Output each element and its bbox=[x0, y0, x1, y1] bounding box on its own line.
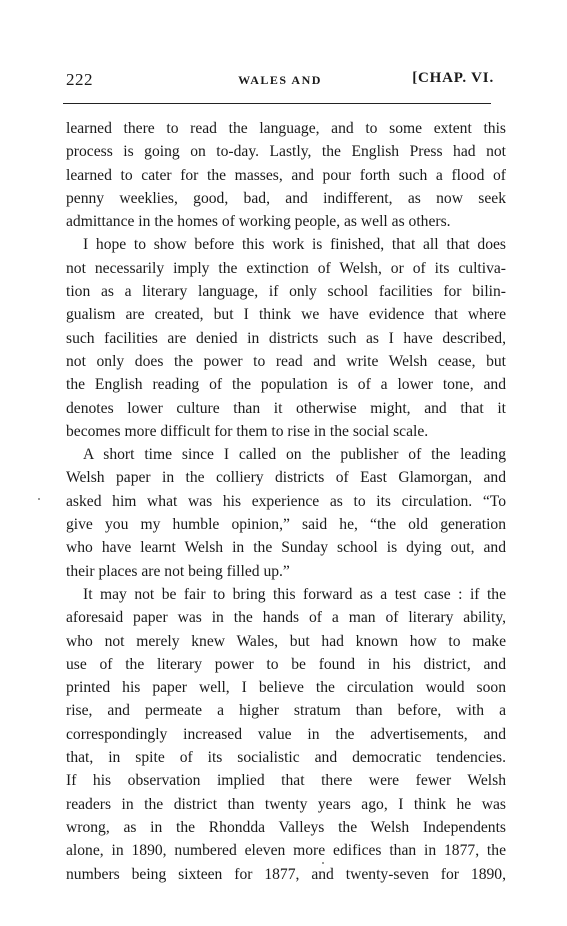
text-line: printed his paper well, I believe the circulation would soon bbox=[66, 679, 506, 697]
running-title: WALES AND bbox=[238, 73, 322, 87]
text-line: denotes lower culture than it otherwise might, and that it bbox=[66, 399, 506, 417]
text-line: gualism are created, but I think we have evidence that where bbox=[66, 306, 506, 324]
text-line: If his observation implied that there were fewer Welsh bbox=[66, 772, 506, 790]
chapter-reference: [CHAP. VI. bbox=[412, 70, 494, 86]
text-line: process is going on to-day. Lastly, the English Press had not bbox=[66, 143, 506, 161]
text-line: such facilities are denied in districts such as I have described, bbox=[66, 329, 506, 347]
page-header bbox=[66, 70, 494, 94]
text-line: that, in spite of its socialistic and democratic tendencies. bbox=[66, 749, 506, 767]
text-line: A short time since I called on the publisher of the leading bbox=[83, 446, 506, 464]
text-line: learned there to read the language, and to some extent this bbox=[66, 120, 506, 137]
text-line: asked him what was his experience as to its circulation. “To bbox=[66, 492, 506, 510]
text-line: aforesaid paper was in the hands of a man of literary ability, bbox=[66, 609, 506, 627]
text-line: who have learnt Welsh in the Sunday school is dying out, and bbox=[66, 539, 506, 557]
scan-speck bbox=[322, 862, 324, 864]
text-line: admittance in the homes of working people, as well as others. bbox=[66, 213, 451, 231]
body-text bbox=[66, 117, 506, 886]
text-line: It may not be fair to bring this forward as a test case : if the bbox=[83, 585, 506, 603]
text-line: use of the literary power to be found in his district, and bbox=[66, 655, 506, 673]
text-line: learned to cater for the masses, and pour forth such a flood of bbox=[66, 166, 506, 184]
text-line: Welsh paper in the colliery districts of East Glamorgan, and bbox=[66, 469, 506, 487]
text-line: readers in the district than twenty years ago, I think he was bbox=[66, 795, 506, 813]
text-line: tion as a literary language, if only school facilities for bilin- bbox=[66, 283, 506, 301]
scan-speck bbox=[38, 498, 40, 500]
text-line: rise, and permeate a higher stratum than before, with a bbox=[66, 702, 506, 720]
text-line: alone, in 1890, numbered eleven more edifices than in 1877, the bbox=[66, 842, 506, 860]
text-line: the English reading of the population is of a lower tone, and bbox=[66, 376, 506, 394]
text-line: their places are not being filled up.” bbox=[66, 562, 290, 580]
text-line: correspondingly increased value in the advertisements, and bbox=[66, 725, 506, 743]
text-line: give you my humble opinion,” said he, “the old generation bbox=[66, 516, 506, 534]
text-line: numbers being sixteen for 1877, and twenty-seven for 1890, bbox=[66, 865, 506, 883]
text-line: not necessarily imply the extinction of Welsh, or of its cultiva- bbox=[66, 259, 506, 277]
text-line: wrong, as in the Rhondda Valleys the Welsh Independents bbox=[66, 818, 506, 836]
text-line: not only does the power to read and write Welsh cease, but bbox=[66, 352, 506, 370]
page-number: 222 bbox=[66, 70, 93, 89]
text-line: penny weeklies, good, bad, and indifferent, as now seek bbox=[66, 189, 506, 207]
text-line: who not merely knew Wales, but had known how to make bbox=[66, 632, 506, 650]
text-line: becomes more difficult for them to rise in the social scale. bbox=[66, 422, 429, 440]
header-rule bbox=[63, 103, 491, 104]
text-line: I hope to show before this work is finished, that all that does bbox=[83, 236, 506, 254]
